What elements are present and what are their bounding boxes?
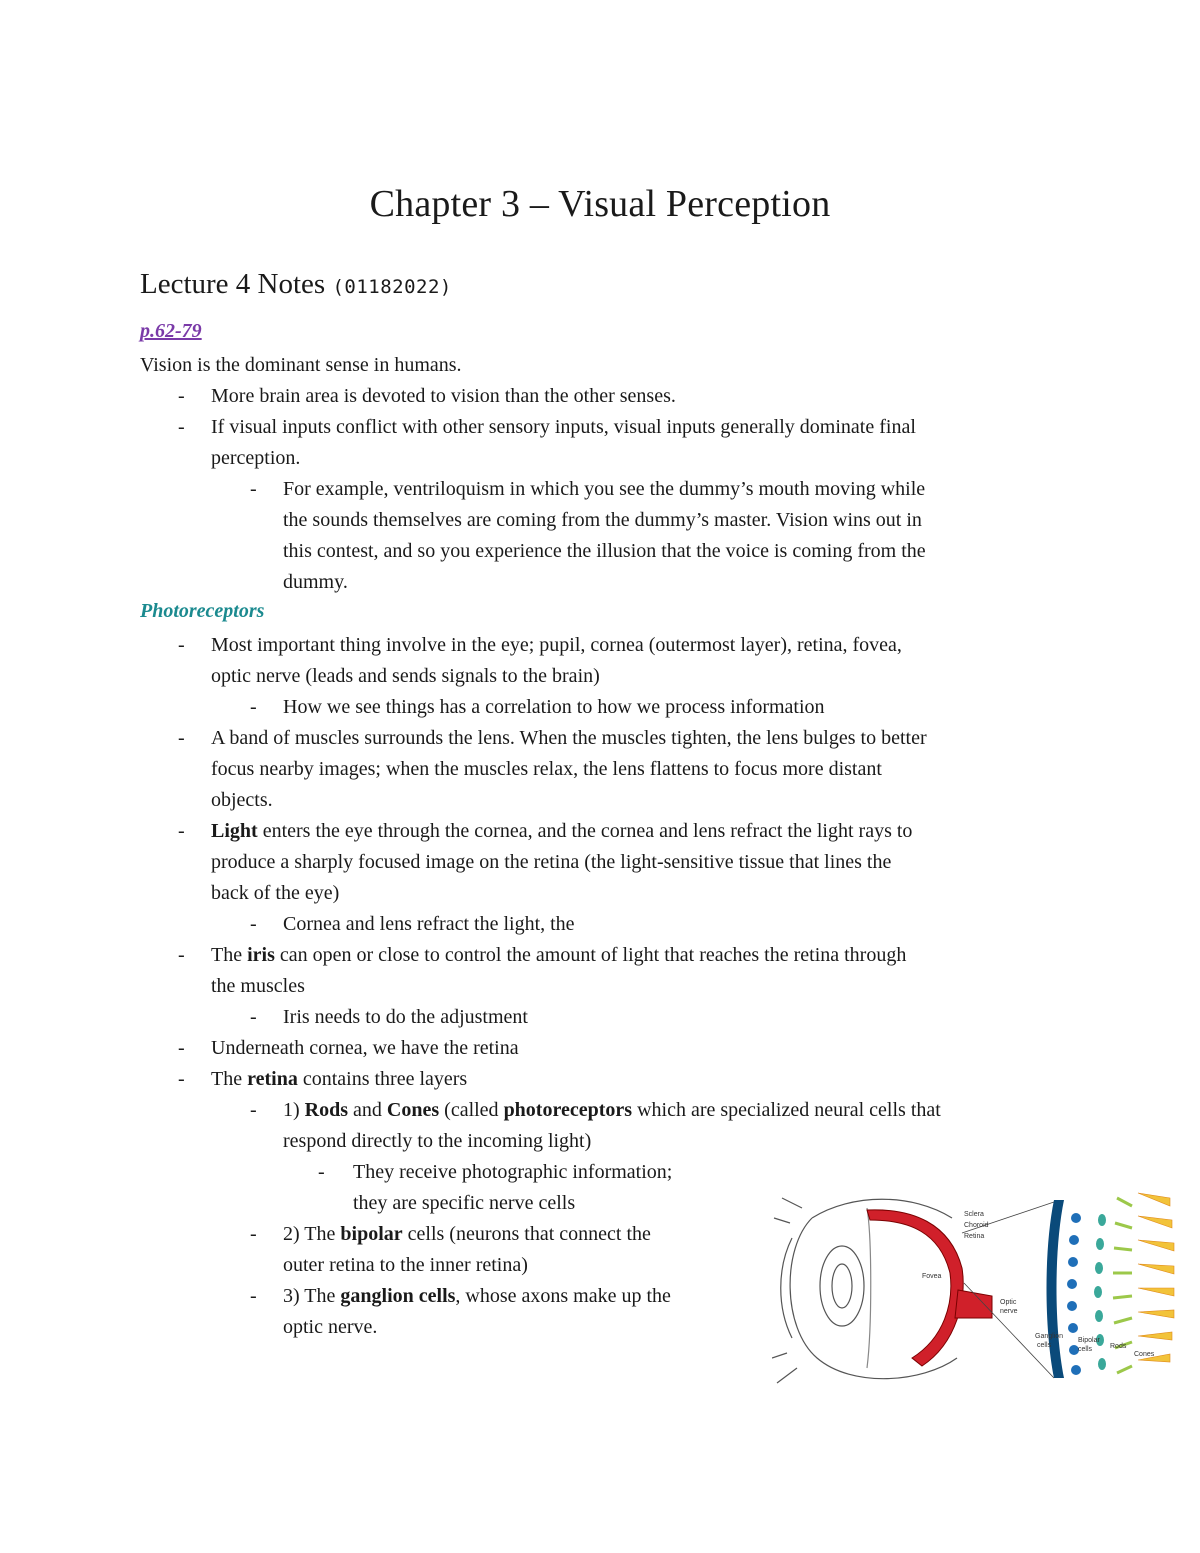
label-cones: Cones	[1134, 1351, 1155, 1358]
bullet-text: they are specific nerve cells	[353, 1192, 576, 1214]
label-ganglion-cells: cells	[1037, 1342, 1052, 1349]
bullet-text	[211, 1064, 467, 1095]
text-run: The	[211, 944, 248, 966]
text-run: 3) The	[283, 1285, 341, 1307]
bullet-dash: -	[178, 634, 185, 656]
bullet-text: the muscles	[211, 975, 305, 997]
bullet-dash: -	[250, 1099, 257, 1121]
label-fovea: Fovea	[922, 1273, 942, 1280]
bullet-text: They receive photographic information;	[353, 1161, 673, 1183]
optic-nerve	[955, 1290, 992, 1318]
bullet-dash: -	[250, 913, 257, 935]
label-ganglion: Ganglion	[1035, 1333, 1064, 1340]
bullet-text: perception.	[211, 447, 301, 469]
bullet-dash: -	[178, 1037, 185, 1059]
bullet-text: back of the eye)	[211, 882, 340, 904]
bold-term: ganglion cells	[340, 1285, 456, 1307]
bipolar-cells	[1094, 1214, 1106, 1370]
bold-term: bipolar	[340, 1223, 403, 1245]
eye-retina-diagram	[772, 1178, 1180, 1396]
bold-term: iris	[247, 944, 275, 966]
bullet-dash: -	[250, 696, 257, 718]
bold-term: photoreceptors	[503, 1099, 633, 1121]
bullet-text: focus nearby images; when the muscles relax, the lens flattens to focus more distant	[211, 758, 882, 780]
label-choroid: Choroid	[964, 1222, 989, 1229]
lecture-title: Lecture 4 Notes	[140, 268, 326, 300]
text-run: contains three layers	[297, 1068, 468, 1090]
bullet-text	[283, 1095, 941, 1126]
bold-term: Rods	[304, 1099, 349, 1121]
text-run: 2) The	[283, 1223, 341, 1245]
bullet-text: Cornea and lens refract the light, the	[283, 913, 575, 935]
bullet-text	[283, 1219, 651, 1250]
bullet-text: the sounds themselves are coming from the dummy’s master. Vision wins out in	[283, 509, 922, 531]
bullet-dash: -	[178, 727, 185, 749]
cone-cells	[1138, 1193, 1174, 1362]
bullet-text: Most important thing involve in the eye; pupil, cornea (outermost layer), retina, fovea,	[211, 634, 902, 656]
bullet-text: outer retina to the inner retina)	[283, 1254, 528, 1276]
text-run: enters the eye through the cornea, and the cornea and lens refract the light rays to	[257, 820, 913, 842]
text-run: and	[348, 1099, 387, 1121]
text-run: The	[211, 1068, 248, 1090]
label-optic: Optic	[1000, 1299, 1017, 1306]
bullet-text: Iris needs to do the adjustment	[283, 1006, 528, 1028]
text-run: , whose axons make up the	[455, 1285, 671, 1307]
label-bipolar: Bipolar	[1078, 1337, 1100, 1344]
section-heading-photoreceptors: Photoreceptors	[140, 600, 265, 622]
bullet-dash: -	[250, 478, 257, 500]
bullet-dash: -	[178, 820, 185, 842]
bullet-dash: -	[318, 1161, 325, 1183]
bullet-dash: -	[178, 1068, 185, 1090]
text-run: cells (neurons that connect the	[402, 1223, 651, 1245]
text-run: can open or close to control the amount of light that reaches the retina through	[274, 944, 907, 966]
text-run: 1)	[283, 1099, 305, 1121]
bullet-text: How we see things has a correlation to how we process information	[283, 696, 825, 718]
bold-term: Cones	[386, 1099, 440, 1121]
lecture-heading	[140, 268, 452, 301]
page-title: Chapter 3 – Visual Perception	[369, 183, 831, 225]
bullet-dash: -	[250, 1006, 257, 1028]
label-retina: Retina	[964, 1233, 985, 1240]
bullet-text: optic nerve.	[283, 1316, 378, 1338]
label-sclera: Sclera	[964, 1211, 984, 1218]
text-run: (called	[439, 1099, 504, 1121]
bullet-dash: -	[250, 1285, 257, 1307]
bullet-text: optic nerve (leads and sends signals to the brain)	[211, 665, 600, 687]
bullet-text: dummy.	[283, 571, 348, 593]
bold-term: Light	[211, 820, 258, 842]
page-reference-link[interactable]: p.62-79	[140, 320, 202, 342]
bullet-dash: -	[178, 416, 185, 438]
bullet-text: Underneath cornea, we have the retina	[211, 1037, 519, 1059]
bullet-text	[283, 1281, 671, 1312]
lecture-date: (01182022)	[332, 276, 452, 298]
bullet-text: For example, ventriloquism in which you see the dummy’s mouth moving while	[283, 478, 926, 500]
label-bipolar-cells: cells	[1078, 1346, 1093, 1353]
bullet-text: More brain area is devoted to vision than the other senses.	[211, 385, 676, 407]
bullet-text: A band of muscles surrounds the lens. When the muscles tighten, the lens bulges to better	[211, 727, 927, 749]
retina-layer	[867, 1210, 963, 1366]
bullet-text: respond directly to the incoming light)	[283, 1130, 592, 1152]
bullet-text: this contest, and so you experience the illusion that the voice is coming from the	[283, 540, 926, 562]
text-run: which are specialized neural cells that	[632, 1099, 941, 1121]
bullet-text	[211, 940, 906, 971]
bullet-text	[211, 816, 912, 847]
bullet-text: produce a sharply focused image on the retina (the light-sensitive tissue that lines the	[211, 851, 892, 873]
intro-text: Vision is the dominant sense in humans.	[140, 354, 462, 376]
bullet-text: If visual inputs conflict with other sensory inputs, visual inputs generally dominate final	[211, 416, 916, 438]
bullet-dash: -	[250, 1223, 257, 1245]
bullet-text: objects.	[211, 789, 273, 811]
label-rods: Rods	[1110, 1343, 1127, 1350]
label-nerve: nerve	[1000, 1308, 1018, 1315]
bullet-dash: -	[178, 944, 185, 966]
bold-term: retina	[247, 1068, 298, 1090]
bullet-dash: -	[178, 385, 185, 407]
retina-cross-section	[1047, 1200, 1065, 1378]
